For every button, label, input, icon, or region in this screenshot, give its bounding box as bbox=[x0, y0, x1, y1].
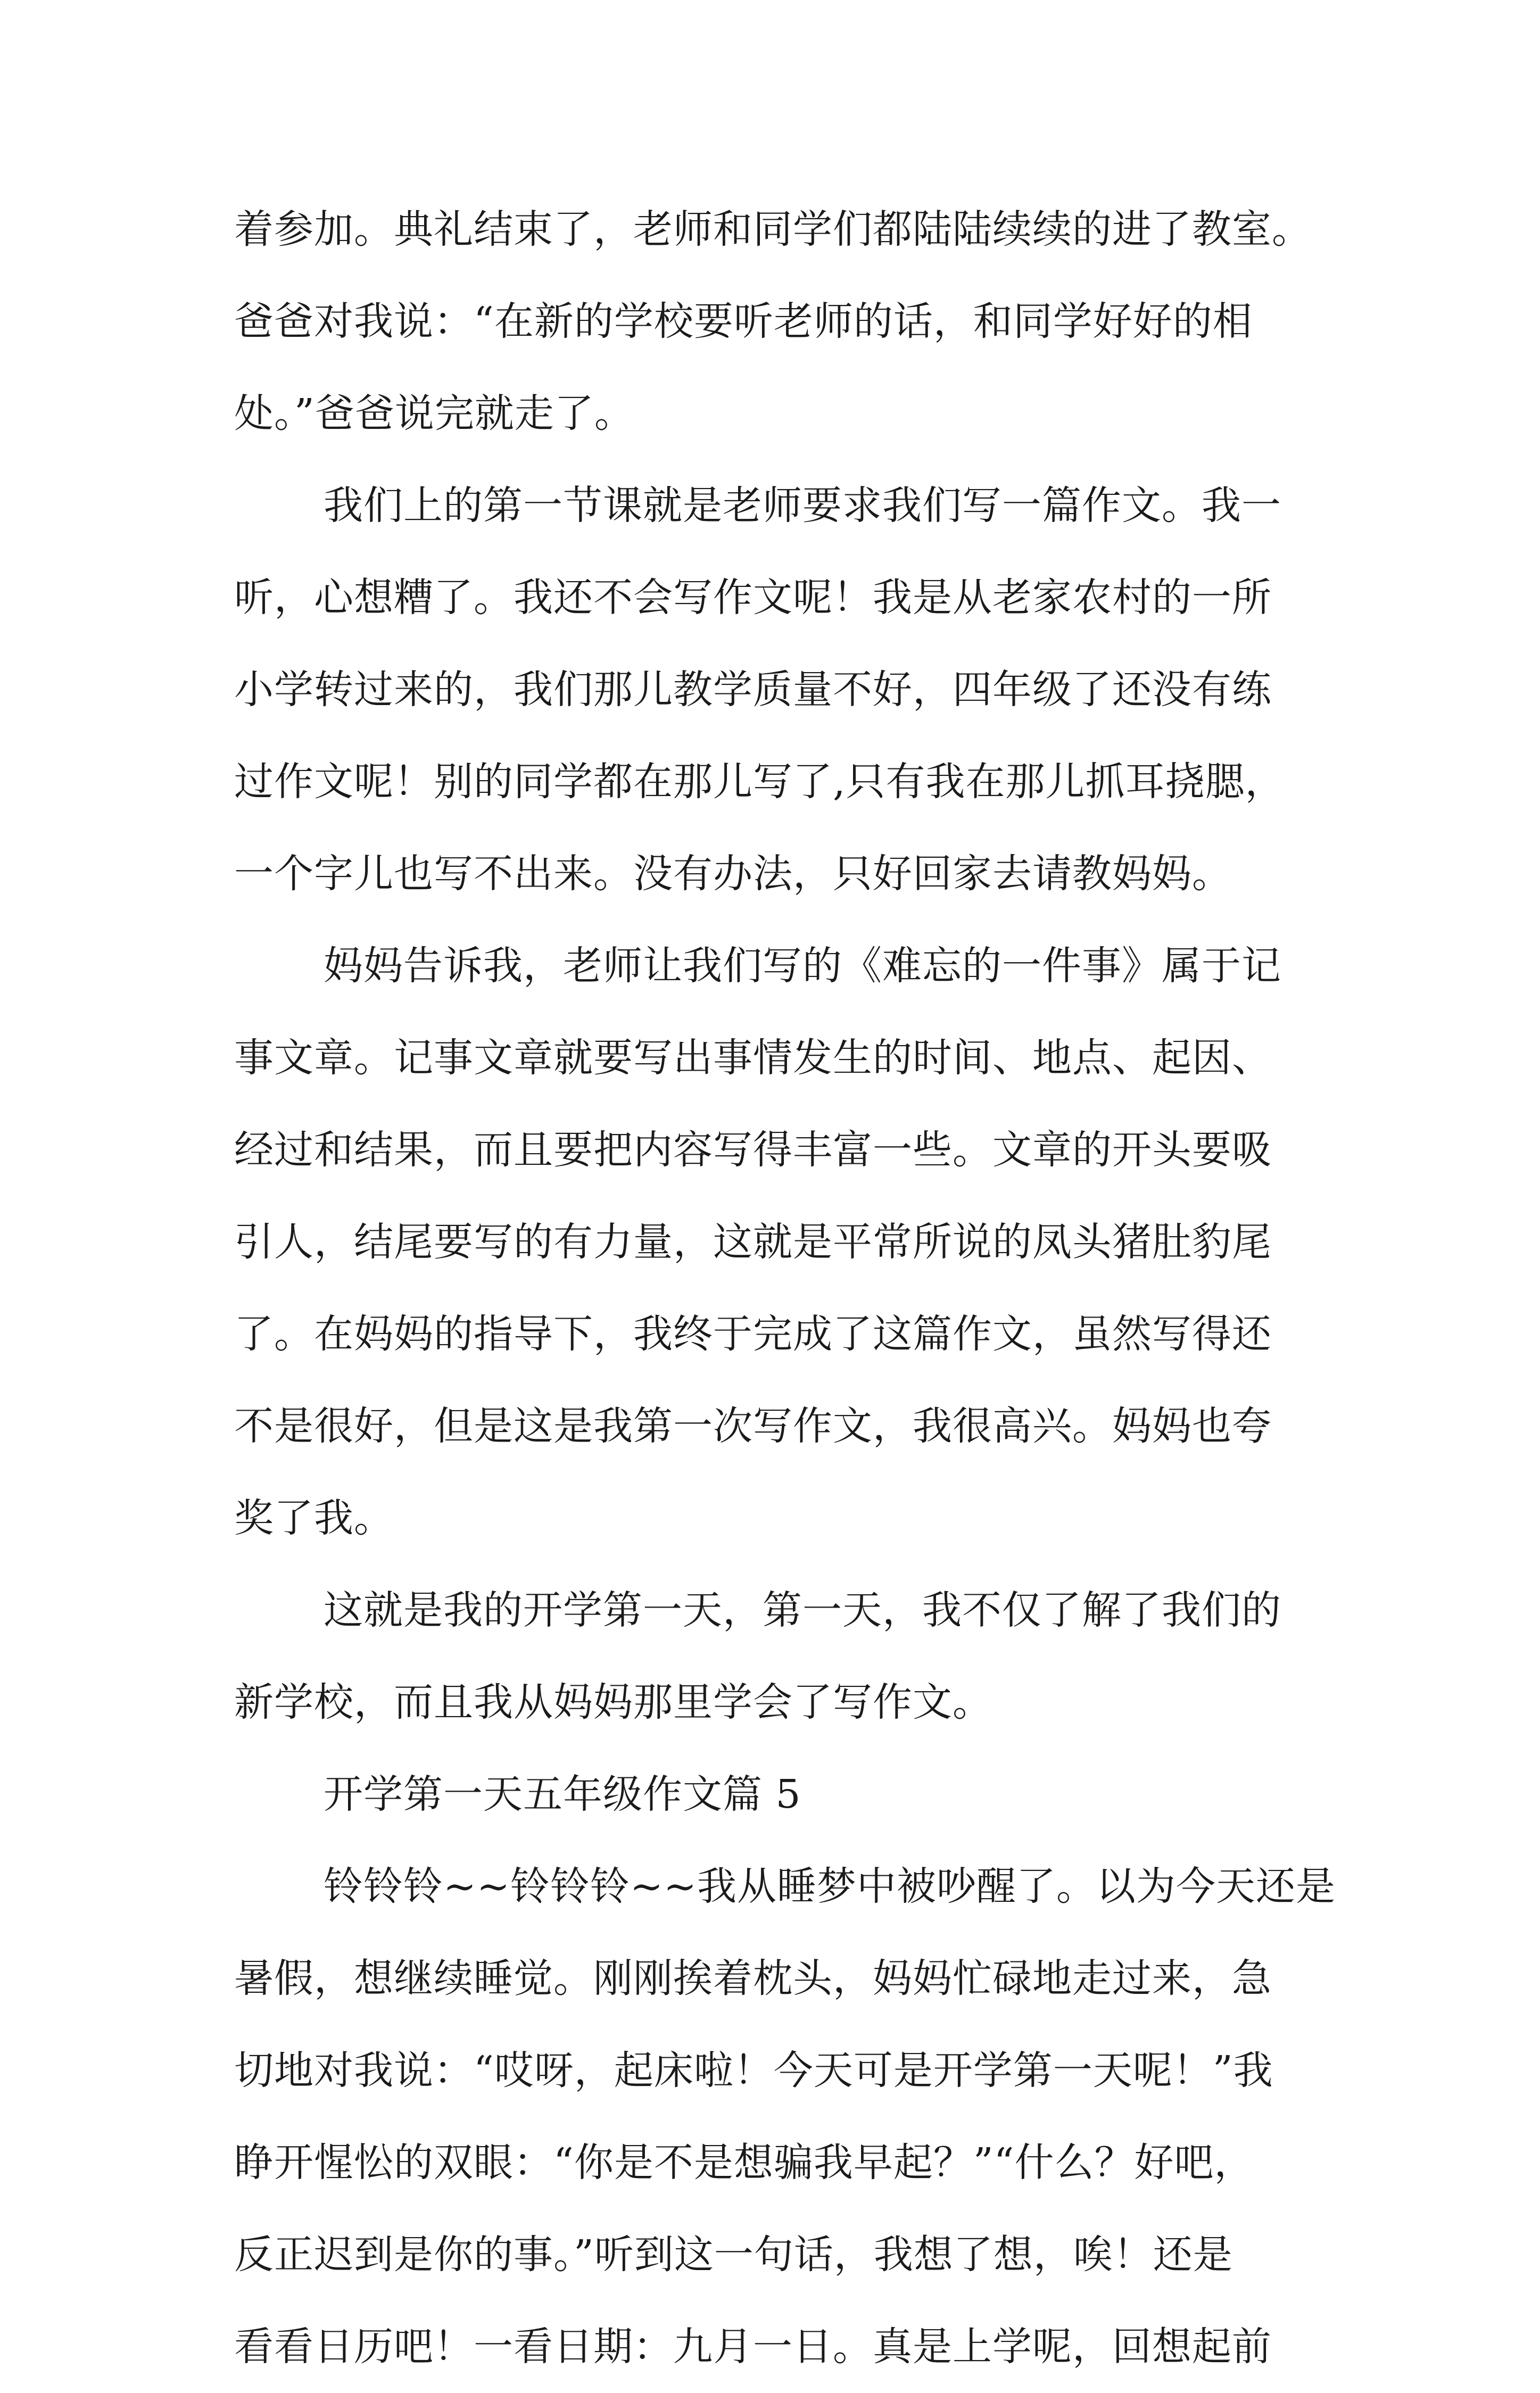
text-line: 暑假，想继续睡觉。刚刚挨着枕头，妈妈忙碌地走过来，急 bbox=[234, 1956, 1272, 2001]
text-line: 新学校，而且我从妈妈那里学会了写作文。 bbox=[234, 1679, 992, 1725]
section-heading: 开学第一天五年级作文篇 5 bbox=[324, 1771, 801, 1817]
text-line: 经过和结果，而且要把内容写得丰富一些。文章的开头要吸 bbox=[234, 1127, 1272, 1173]
text-line: 睁开惺忪的双眼：“你是不是想骗我早起？”“什么？好吧， bbox=[234, 2140, 1254, 2185]
body-text bbox=[234, 184, 1336, 2393]
text-line: 看看日历吧！一看日期：九月一日。真是上学呢，回想起前 bbox=[234, 2324, 1272, 2370]
text-line: 不是很好，但是这是我第一次写作文，我很高兴。妈妈也夸 bbox=[234, 1403, 1272, 1449]
text-line: 奖了我。 bbox=[234, 1495, 394, 1541]
text-line: 小学转过来的，我们那儿教学质量不好，四年级了还没有练 bbox=[234, 667, 1272, 713]
text-line: 处。”爸爸说完就走了。 bbox=[234, 391, 634, 436]
paragraph-start-line: 妈妈告诉我，老师让我们写的《难忘的一件事》属于记 bbox=[324, 943, 1281, 989]
text-line: 着参加。典礼结束了，老师和同学们都陆陆续续的进了教室。 bbox=[234, 206, 1312, 252]
text-line: 一个字儿也写不出来。没有办法，只好回家去请教妈妈。 bbox=[234, 851, 1232, 897]
text-line: 引人，结尾要写的有力量，这就是平常所说的凤头猪肚豹尾 bbox=[234, 1219, 1272, 1265]
paragraph-start-line: 这就是我的开学第一天，第一天，我不仅了解了我们的 bbox=[324, 1587, 1281, 1633]
paragraph-start-line: 铃铃铃~~铃铃铃~~我从睡梦中被吵醒了。以为今天还是 bbox=[324, 1864, 1336, 1909]
text-line: 反正迟到是你的事。”听到这一句话，我想了想，唉！还是 bbox=[234, 2232, 1233, 2278]
text-line: 了。在妈妈的指导下，我终于完成了这篇作文，虽然写得还 bbox=[234, 1311, 1272, 1357]
text-line: 切地对我说：“哎呀，起床啦！今天可是开学第一天呢！”我 bbox=[234, 2048, 1273, 2093]
text-line: 过作文呢！别的同学都在那儿写了,只有我在那儿抓耳挠腮， bbox=[234, 759, 1285, 805]
paragraph-start-line: 我们上的第一节课就是老师要求我们写一篇作文。我一 bbox=[324, 483, 1281, 528]
text-line: 听，心想糟了。我还不会写作文呢！我是从老家农村的一所 bbox=[234, 575, 1272, 620]
text-line: 爸爸对我说：“在新的学校要听老师的话，和同学好好的相 bbox=[234, 299, 1253, 344]
text-line: 事文章。记事文章就要写出事情发生的时间、地点、起因、 bbox=[234, 1035, 1272, 1081]
